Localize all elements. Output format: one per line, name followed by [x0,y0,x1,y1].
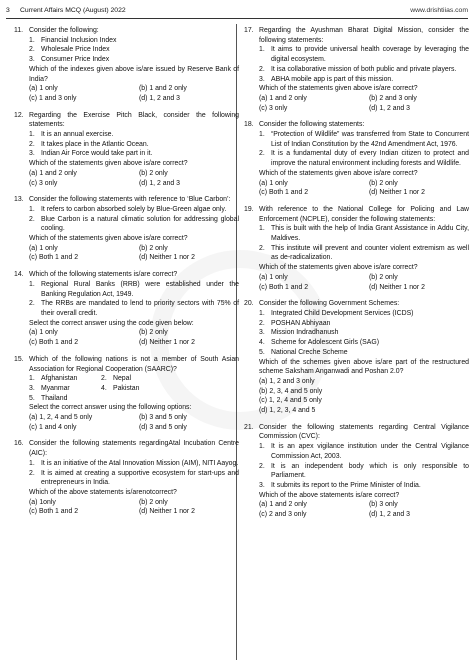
statement: 2. This institute will prevent and counter violent extremism as well as de-radicalization. [259,244,469,262]
question-stem: With reference to the National College for Policing and Law Enforcement (NCPLE), consider the following statements: [259,205,469,223]
question-11 [14,26,239,104]
option-c: (c) Both 1 and 2 [29,508,79,516]
statement: 1. Regional Rural Banks (RRB) were established under the Banking Regulation Act, 1949. [29,280,239,298]
option-b: (b) 2 and 3 only [369,94,417,102]
question-number: 17. [244,27,254,34]
option-c: (c) Both 1 and 2 [259,283,309,291]
statement: 1. Integrated Child Development Services (ICDS) [259,309,414,317]
page-number: 3 [6,6,10,14]
left-column [14,26,239,524]
question-number: 12. [14,111,24,119]
question-17 [244,26,469,113]
answer-options [29,169,239,188]
option-c: (c) 3 only [29,179,58,187]
option-a: (a) 1, 2 and 3 only [259,377,315,385]
statement: 1. It is an apex vigilance institution under the Central Vigilance Commission Act, 2003. [259,443,469,460]
right-column [244,26,469,527]
option-d: (d) Neither 1 nor 2 [139,254,195,262]
answer-options [29,413,239,432]
answer-options [259,94,469,113]
question-stem: Consider the following statements with reference to ‘Blue Carbon’: [29,196,231,204]
question-ask: Which of the statements given above is/are correct? [259,264,418,272]
question-ask: Which of the statements given above is/are correct? [259,85,418,93]
question-ask: Which of the schemes given above is/are part of the restructured scheme Saksham Anganwadi and Poshan 2.0? [259,358,469,376]
answer-options [29,244,239,263]
question-number: 20. [244,300,254,308]
statement: 2. Blue Carbon is a natural climatic solution for addressing global cooling. [29,215,239,233]
question-ask: Which of the indexes given above is/are issued by Reserve Bank of India? [29,65,239,83]
question-number: 15. [14,355,24,363]
statement: 2. It isa collaborative mission of both public and private players. [259,65,457,73]
statement: 2. It is a fundamental duty of every Indian citizen to protect and improve the natural environment including forests and Wildlife. [259,150,469,168]
option-c: (c) Both 1 and 2 [259,189,309,197]
question-21 [244,423,469,520]
question-ask: Which of the statements given above is/are correct? [29,160,188,168]
statement: 1. This is built with the help of India Grant Assistance in Addu City, Maldives. [259,225,469,243]
statement: 1. It is an initiative of the Atal Innovation Mission (AIM), NITI Aayog. [29,459,239,467]
option-b: (b) 1 and 2 only [139,85,187,93]
option-b: (b) 2 only [369,273,398,281]
question-13 [14,195,239,263]
question-stem: Consider the following statements regardingAtal Incubation Centre (AIC): [29,440,239,458]
option-c: (c) 1 and 3 only [29,94,77,102]
question-number: 11. [14,27,24,34]
option-d: (d) 1, 2 and 3 [139,179,180,187]
question-16 [14,439,239,517]
answer-options [29,498,239,517]
option-a: (a) 1 only [29,244,58,252]
answer-options [259,377,469,416]
statement: 2. POSHAN Abhiyaan [259,319,331,327]
statement: 1. It refers to carbon absorbed solely by Blue-Green algae only. [29,205,227,213]
statement: 1. Financial Inclusion Index [29,36,117,44]
question-stem: Consider the following: [29,27,99,34]
statement: 4. Scheme for Adolescent Girls (SAG) [259,339,379,347]
question-ask: Which of the above statements is/are correct? [259,491,400,499]
statement: 3. Mission Indradhanush [259,329,339,337]
question-number: 13. [14,196,24,204]
question-ask: Select the correct answer using the following options: [29,404,192,412]
option-c: (c) Both 1 and 2 [29,339,79,347]
option-a: (a) 1 and 2 only [29,169,77,177]
answer-options [29,84,239,103]
question-stem: Consider the following Government Schemes: [259,300,400,308]
question-stem: Consider the following statements: [259,121,365,129]
question-number: 18. [244,121,254,129]
option-a: (a) 1 only [29,329,58,337]
answer-options [259,273,469,292]
question-ask: Which of the statements given above is/are correct? [29,235,188,243]
option-b: (b) 2 only [369,179,398,187]
question-12 [14,111,239,189]
option-d: (d) 3 and 5 only [139,423,187,431]
question-19 [244,205,469,292]
answer-options [29,328,239,347]
question-ask: Which of the statements given above is/are correct? [259,169,418,177]
option-c: (c) Both 1 and 2 [29,254,79,262]
option-d: (d) Neither 1 nor 2 [139,339,195,347]
question-15 [14,355,239,433]
option-d: (d) 1, 2 and 3 [369,511,410,519]
question-ask: Which of the above statements is/arenotcorrect? [29,488,177,496]
option-a: (a) 1 only [259,179,288,187]
statement: 2. Wholesale Price Index [29,46,110,54]
question-number: 21. [244,423,254,431]
statement: 3. It submits its report to the Prime Minister of India. [259,481,421,489]
answer-options [259,500,469,519]
option-b: (b) 3 and 5 only [139,414,187,422]
option-b: (b) 2 only [139,498,168,506]
option-c: (c) 2 and 3 only [259,511,307,519]
statement: 1. “Protection of Wildlife” was transferred from State to Concurrent List of Indian Constitution by the 42nd Amendment Act, 1976. [259,131,469,148]
question-stem: Consider the following statements regarding Central Vigilance Commission (CVC): [259,423,469,441]
question-20 [244,299,469,415]
answer-options [259,179,469,198]
question-stem: Which of the following statements is/are correct? [29,271,178,279]
option-b: (b) 2 only [139,244,168,252]
question-ask: Select the correct answer using the code given below: [29,319,194,327]
question-14 [14,270,239,348]
header-title: Current Affairs MCQ (August) 2022 [20,6,126,14]
option-d: (d) 1, 2 and 3 [139,94,180,102]
question-18 [244,120,469,198]
option-a: (a) 1 and 2 only [259,501,307,509]
option-c: (c) 3 only [259,104,288,112]
option-a: (a) 1 and 2 only [259,94,307,102]
option-a: (a) 1only [29,498,56,506]
option-a: (a) 1, 2, 4 and 5 only [29,414,93,422]
header-rule [6,18,468,19]
statement: 3. Consumer Price Index [29,56,110,64]
statement: 5. National Creche Scheme [259,348,348,356]
option-d: (d) Neither 1 nor 2 [369,283,425,291]
option-b: (b) 3 only [369,501,398,509]
header-site: www.drishtiias.com [410,6,468,14]
statement: 2. It is aimed at creating a supportive ecosystem for start-ups and entrepreneurs in India. [29,469,239,487]
option-c: (c) 1, 2, 4 and 5 only [259,397,322,405]
question-number: 16. [14,440,24,448]
option-d: (d) 1, 2, 3, 4 and 5 [259,407,316,415]
option-a: (a) 1 only [29,85,58,93]
option-b: (b) 2, 3, 4 and 5 only [259,387,323,395]
option-b: (b) 2 only [139,329,168,337]
statement: 2. It is an independent body which is only responsible to Parliament. [259,462,469,480]
statement: 3. Indian Air Force would take part in it. [29,150,153,158]
statement: 1. It aims to provide universal health coverage by leveraging the digital ecosystem. [259,46,469,64]
question-stem: Which of the following nations is not a member of South Asian Association for Regional Cooperation (SAARC)? [29,355,239,373]
question-stem: Regarding the Ayushman Bharat Digital Mission, consider the following statements: [259,27,469,44]
option-d: (d) Neither 1 nor 2 [369,189,425,197]
option-d: (d) Neither 1 nor 2 [139,508,195,516]
option-c: (c) 1 and 4 only [29,423,77,431]
question-number: 14. [14,271,24,279]
question-number: 19. [244,205,254,213]
statement: 2. It takes place in the Atlantic Ocean. [29,140,149,148]
statement: 2. The RRBs are mandated to lend to priority sectors with 75% of their overall credit. [29,300,239,317]
question-stem: Regarding the Exercise Pitch Black, consider the following statements: [29,111,239,129]
statement: 3. ABHA mobile app is part of this mission. [259,75,394,83]
nation-list: 1. Afghanistan 2. Nepal 3. Myanmar 4. Pakistan 5. Thailand [29,375,140,402]
option-d: (d) 1, 2 and 3 [369,104,410,112]
statement: 1. It is an annual exercise. [29,131,114,139]
option-b: (b) 2 only [139,169,168,177]
option-a: (a) 1 only [259,273,288,281]
page-header [6,3,468,17]
